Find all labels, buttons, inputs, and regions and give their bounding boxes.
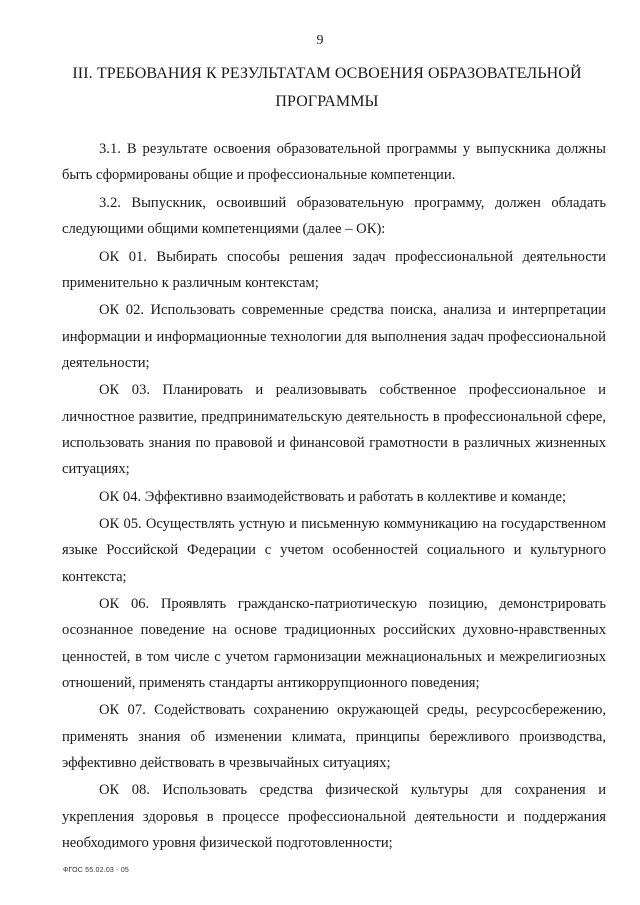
document-body (62, 136, 606, 857)
competency-ok-06: ОК 06. Проявлять гражданско-патриотическую позицию, демонстрировать осознанное поведение на основе традиционных российских духовно-нравственных ценностей, в том числе с учетом гармонизации межнациональных и межрелигиозных отношений, применять стандарты антикоррупционного поведения; (62, 596, 606, 691)
footer-document-code: ФГОС 55.02.03 - 05 (63, 867, 130, 874)
competency-ok-08: ОК 08. Использовать средства физической культуры для сохранения и укрепления здоровья в процессе профессиональной деятельности и поддержания необходимого уровня физической подготовленности; (62, 782, 606, 851)
competency-ok-03: ОК 03. Планировать и реализовывать собственное профессиональное и личностное развитие, предпринимательскую деятельность в профессиональной сфере, использовать знания по правовой и финансовой грамотности в различных жизненных ситуациях; (62, 382, 606, 477)
competency-ok-02: ОК 02. Использовать современные средства поиска, анализа и интерпретации информации и информационные технологии для выполнения задач профессиональной деятельности; (62, 302, 606, 371)
competency-ok-04: ОК 04. Эффективно взаимодействовать и работать в коллективе и команде; (99, 488, 567, 505)
paragraph-3-1: 3.1. В результате освоения образовательной программы у выпускника должны быть сформированы общие и профессиональные компетенции. (62, 141, 606, 184)
competency-ok-05: ОК 05. Осуществлять устную и письменную коммуникацию на государственном языке Российской Федерации с учетом особенностей социального и культурного контекста; (62, 516, 606, 585)
page-number: 9 (316, 33, 324, 48)
paragraph-3-2: 3.2. Выпускник, освоивший образовательную программу, должен обладать следующими общими компетенциями (далее – ОК): (62, 194, 606, 237)
section-heading-line-1: III. ТРЕБОВАНИЯ К РЕЗУЛЬТАТАМ ОСВОЕНИЯ ОБРАЗОВАТЕЛЬНОЙ (72, 65, 582, 82)
competency-ok-01: ОК 01. Выбирать способы решения задач профессиональной деятельности применительно к различным контекстам; (62, 248, 606, 291)
section-heading-line-2: ПРОГРАММЫ (275, 93, 379, 110)
section-heading (62, 60, 592, 116)
competency-ok-07: ОК 07. Содействовать сохранению окружающей среды, ресурсосбережению, применять знания об изменении климата, принципы бережливого производства, эффективно действовать в чрезвычайных ситуациях; (62, 702, 606, 771)
